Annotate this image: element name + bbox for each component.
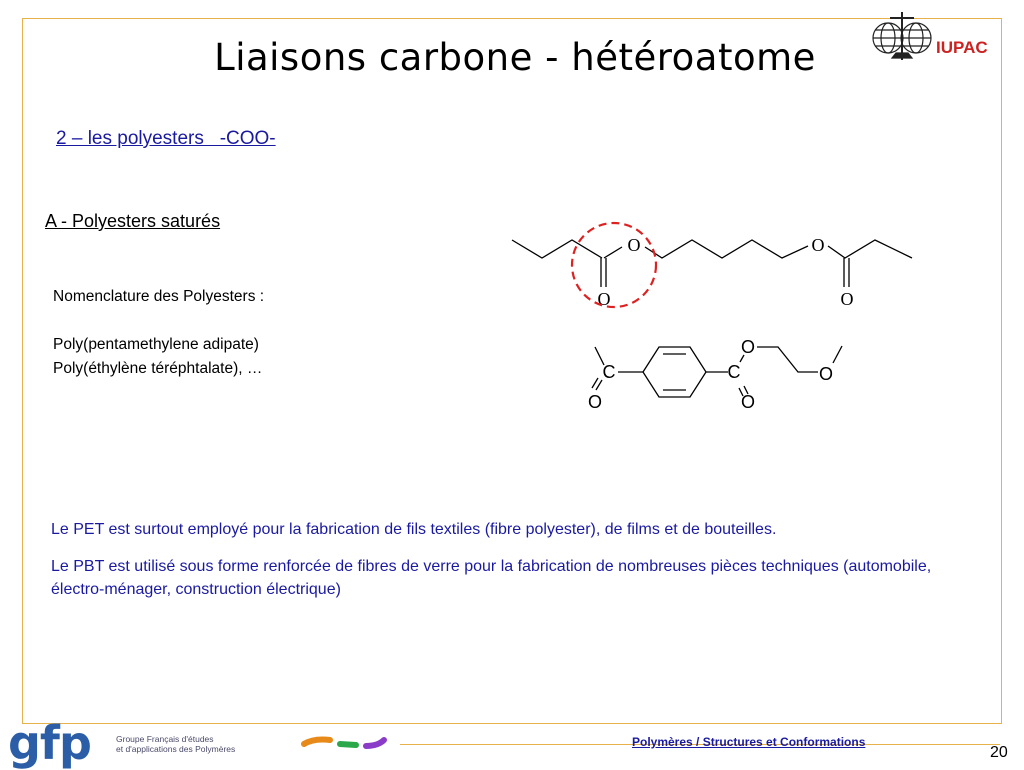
decorative-dashes bbox=[300, 732, 400, 756]
gfp-logo-text: gfp bbox=[8, 716, 91, 770]
nomenclature-example: Poly(pentamethylene adipate) bbox=[53, 336, 259, 353]
oxygen-label: O bbox=[627, 235, 641, 255]
section-heading: 2 – les polyesters -COO- bbox=[56, 128, 276, 149]
pet-structure bbox=[592, 346, 842, 397]
page-number: 20 bbox=[990, 744, 1008, 761]
oxygen-label: O bbox=[597, 289, 611, 309]
subsection-heading: A - Polyesters saturés bbox=[45, 211, 221, 231]
globe-icon bbox=[870, 8, 936, 64]
oxygen-label: O bbox=[811, 235, 825, 255]
iupac-label: IUPAC bbox=[936, 38, 988, 57]
oxygen-label: O bbox=[587, 392, 603, 412]
pbt-usage-paragraph: Le PBT est utilisé sous forme renforcée de fibres de verre pour la fabrication de nombreuses pièces techniques (automobile, électro-ménager, construction électrique) bbox=[51, 558, 932, 598]
oxygen-label: O bbox=[740, 337, 756, 357]
oxygen-label: O bbox=[840, 289, 854, 309]
slide-title: Liaisons carbone - hétéroatome bbox=[214, 36, 816, 79]
course-title: Polymères / Structures et Conformations bbox=[632, 735, 866, 749]
nomenclature-example: Poly(éthylène téréphtalate), … bbox=[53, 360, 263, 377]
iupac-logo bbox=[862, 6, 1012, 66]
pet-usage-paragraph: Le PET est surtout employé pour la fabrication de fils textiles (fibre polyester), de films et de bouteilles. bbox=[51, 521, 777, 538]
gfp-org-name: et d'applications des Polymères bbox=[116, 744, 236, 754]
oxygen-label: O bbox=[740, 392, 756, 412]
oxygen-label: O bbox=[818, 364, 834, 384]
gfp-org-name: Groupe Français d'études bbox=[116, 734, 214, 744]
carbon-label: C bbox=[602, 362, 616, 382]
chemical-structures bbox=[500, 210, 930, 420]
nomenclature-heading: Nomenclature des Polyesters : bbox=[53, 288, 265, 305]
carbon-label: C bbox=[727, 362, 741, 382]
ester-highlight-circle bbox=[572, 223, 656, 307]
